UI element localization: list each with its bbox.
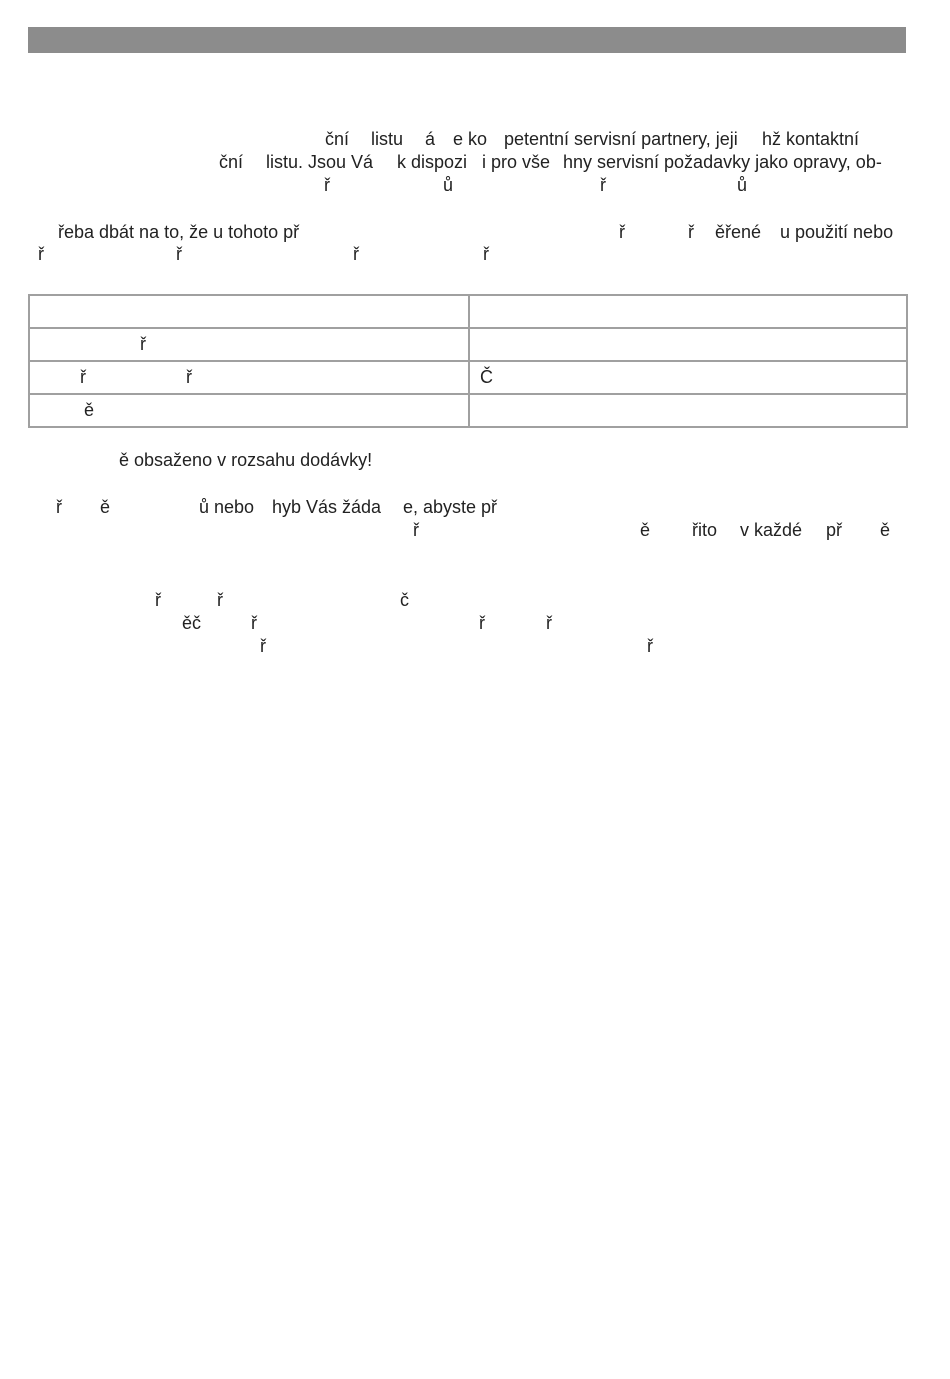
table-cell (469, 394, 907, 427)
text-fragment: ř (413, 520, 419, 540)
text-fragment: ř (217, 590, 223, 610)
table-cell (469, 328, 907, 361)
text-fragment: ční (219, 152, 244, 172)
text-fragment: ční (325, 129, 350, 149)
table-cell: ř ř (29, 361, 469, 394)
text-fragment: ř (647, 636, 653, 656)
text-fragment: př (826, 520, 843, 540)
text-fragment: listu (371, 129, 404, 149)
table-row (29, 394, 907, 427)
text-fragment: ěřené (715, 222, 762, 242)
text-fragment: ř (546, 613, 552, 633)
header-bar (28, 27, 906, 53)
text-fragment: ř (38, 244, 44, 264)
text-fragment: ě (100, 497, 111, 517)
table-row (29, 328, 907, 361)
text-fragment: ů (443, 175, 454, 195)
table-cell: ř (29, 328, 469, 361)
text-fragment: k dispozi (397, 152, 468, 172)
text-fragment: ř (176, 244, 182, 264)
text-fragment: ů nebo (199, 497, 255, 517)
text-fragment: e, abyste př (403, 497, 498, 517)
text-fragment: ř (619, 222, 625, 242)
text-fragment: řito (692, 520, 718, 540)
text-fragment: á (425, 129, 436, 149)
text-fragment: petentní servisní partnery, jeji (504, 129, 738, 149)
text-fragment: ř (600, 175, 606, 195)
text-fragment: ě (880, 520, 891, 540)
text-fragment: ů (737, 175, 748, 195)
text-fragment: ř (688, 222, 694, 242)
table-cell (29, 295, 469, 328)
text-fragment: v každé (740, 520, 803, 540)
text-fragment: e ko (453, 129, 488, 149)
text-fragment: ěč (182, 613, 202, 633)
table-row (29, 295, 907, 328)
text-fragment: řeba dbát na to, že u tohoto př (58, 222, 300, 242)
text-fragment: ř (155, 590, 161, 610)
text-fragment: ě obsaženo v rozsahu dodávky! (119, 450, 373, 470)
text-fragment: listu. Jsou Vá (266, 152, 374, 172)
text-fragment: i pro vše (482, 152, 551, 172)
text-fragment: ř (479, 613, 485, 633)
text-fragment: u použití nebo (780, 222, 894, 242)
text-fragment: hny servisní požadavky jako opravy, ob- (563, 152, 882, 172)
text-fragment: ř (353, 244, 359, 264)
text-fragment: ř (483, 244, 489, 264)
text-fragment: ř (56, 497, 62, 517)
info-table (28, 294, 908, 428)
text-fragment: ě (640, 520, 651, 540)
text-fragment: hyb Vás žáda (272, 497, 382, 517)
table-cell: Č (469, 361, 907, 394)
text-fragment: ř (260, 636, 266, 656)
table-cell: ě (29, 394, 469, 427)
text-fragment: ř (324, 175, 330, 195)
table-cell (469, 295, 907, 328)
text-fragment: ř (251, 613, 257, 633)
text-fragment: č (400, 590, 409, 610)
text-fragment: hž kontaktní (762, 129, 860, 149)
table-row (29, 361, 907, 394)
